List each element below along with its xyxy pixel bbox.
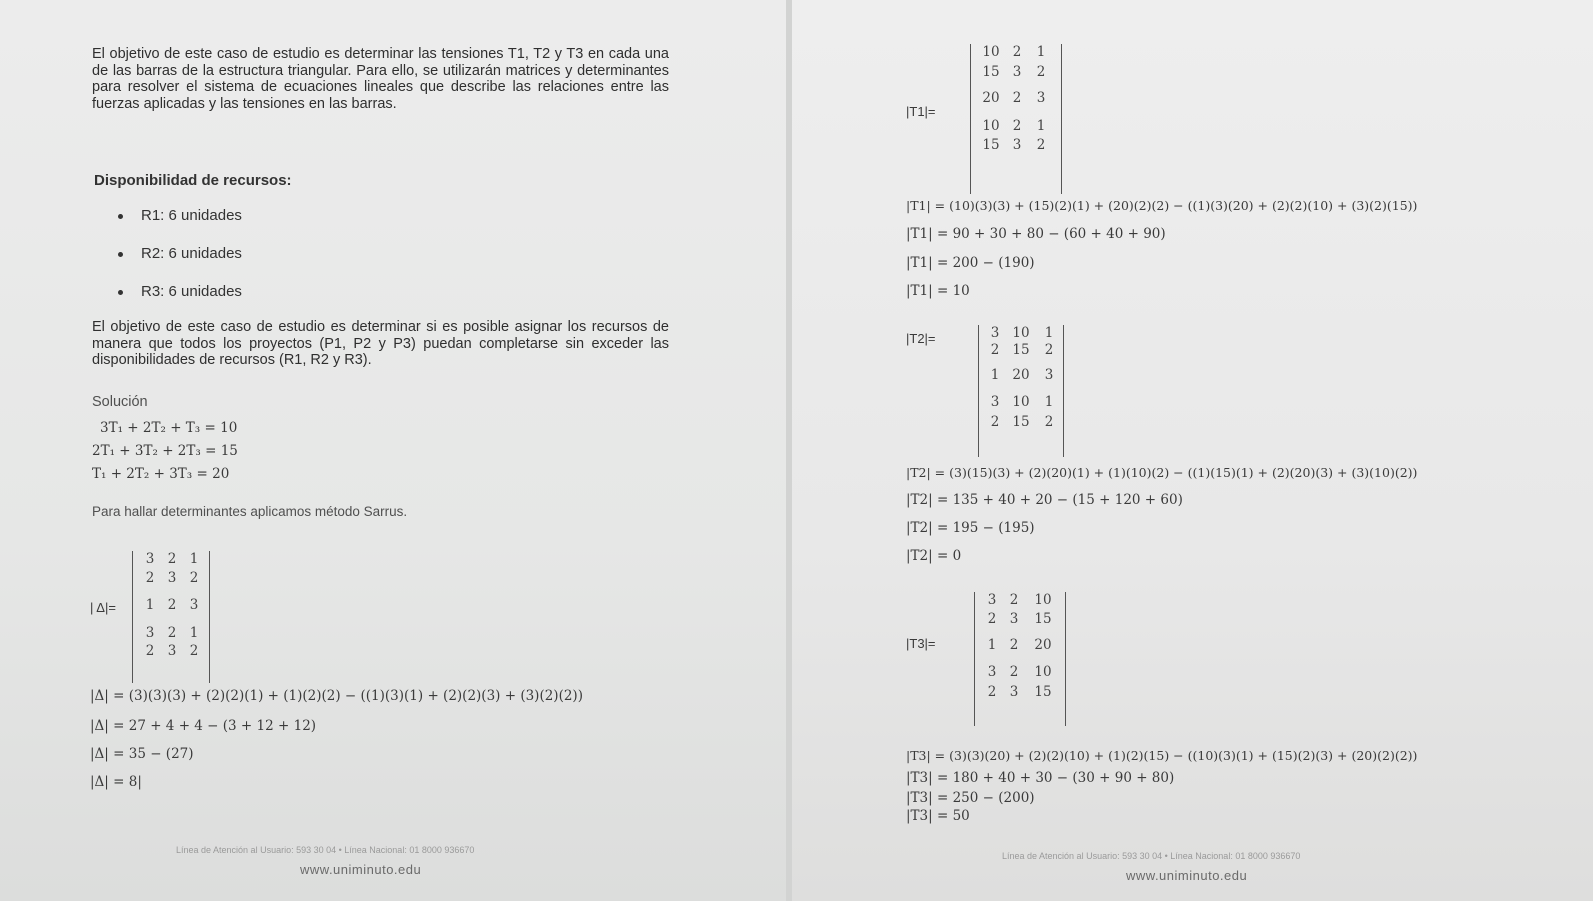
t3-step: |T3| = (3)(3)(20) + (2)(2)(10) + (1)(2)(15) − ((10)(3)(1) + (15)(2)(3) + (20)(2)(2)) xyxy=(906,748,1418,763)
footer-website: www.uniminuto.edu xyxy=(300,862,422,877)
delta-result: |Δ| = 8| xyxy=(90,774,142,790)
footer-contact: Línea de Atención al Usuario: 593 30 04 • Línea Nacional: 01 8000 936670 xyxy=(176,845,475,855)
system-equation: 3T₁ + 2T₂ + T₃ = 10 xyxy=(100,420,238,436)
resource-item xyxy=(118,207,242,224)
bullet-dot xyxy=(118,290,123,295)
t2-result: |T2| = 0 xyxy=(906,548,962,564)
delta-step: |Δ| = (3)(3)(3) + (2)(2)(1) + (1)(2)(2) − ((1)(3)(1) + (2)(2)(3) + (3)(2)(2)) xyxy=(90,688,583,704)
matrix-row: 1 2 3 xyxy=(145,597,199,613)
delta-label: | Δ|= xyxy=(90,600,116,615)
t3-matrix xyxy=(974,592,1066,726)
matrix-row: 15 3 2 xyxy=(982,137,1046,153)
t3-step: |T3| = 180 + 40 + 30 − (30 + 90 + 80) xyxy=(906,770,1175,786)
t2-step: |T2| = 195 − (195) xyxy=(906,520,1035,536)
matrix-row: 3 10 1 xyxy=(990,325,1054,341)
intro-paragraph: El objetivo de este caso de estudio es determinar las tensiones T1, T2 y T3 en cada una de las barras de la estructura triangular. Para ello, se utilizarán matrices y determinantes para resolver el sistema de ecuaciones lineales que describe las relaciones entre las fuerzas aplicadas y las tensiones en las barras. xyxy=(92,46,669,112)
matrix-row: 3 2 10 xyxy=(987,664,1052,680)
t2-step: |T2| = (3)(15)(3) + (2)(20)(1) + (1)(10)(2) − ((1)(15)(1) + (2)(20)(3) + (3)(10)(2)) xyxy=(906,465,1418,480)
matrix-row: 1 2 20 xyxy=(987,637,1052,653)
matrix-row: 2 3 2 xyxy=(145,643,199,659)
objective-paragraph: El objetivo de este caso de estudio es determinar si es posible asignar los recursos de manera que todos los proyectos (P1, P2 y P3) puedan completarse sin exceder las disponibilidades de recursos (R1, R2 y R3). xyxy=(92,319,669,368)
matrix-row: 2 3 2 xyxy=(145,570,199,586)
delta-step: |Δ| = 35 − (27) xyxy=(90,746,194,762)
t2-matrix xyxy=(978,325,1064,457)
system-equation: 2T₁ + 3T₂ + 2T₃ = 15 xyxy=(92,443,238,459)
footer-contact: Línea de Atención al Usuario: 593 30 04 • Línea Nacional: 01 8000 936670 xyxy=(1002,851,1301,861)
bullet-dot xyxy=(118,214,123,219)
matrix-row: 3 10 1 xyxy=(990,394,1054,410)
system-equation: T₁ + 2T₂ + 3T₃ = 20 xyxy=(92,466,230,482)
footer-website: www.uniminuto.edu xyxy=(1126,868,1248,883)
t1-matrix xyxy=(970,44,1062,194)
matrix-row: 2 3 15 xyxy=(987,684,1052,700)
t1-step: |T1| = 200 − (190) xyxy=(906,255,1035,271)
matrix-row: 1 20 3 xyxy=(990,367,1054,383)
resource-item xyxy=(118,245,242,262)
t1-step: |T1| = (10)(3)(3) + (15)(2)(1) + (20)(2)(2) − ((1)(3)(20) + (2)(2)(10) + (3)(2)(15)) xyxy=(906,198,1418,213)
resource-item xyxy=(118,283,242,300)
matrix-row: 2 15 2 xyxy=(990,342,1054,358)
matrix-row: 2 3 15 xyxy=(987,611,1052,627)
t1-label: |T1|= xyxy=(906,104,936,119)
right-page xyxy=(792,0,1593,901)
sarrus-note: Para hallar determinantes aplicamos método Sarrus. xyxy=(92,504,408,519)
matrix-row: 10 2 1 xyxy=(982,44,1046,60)
t3-result: |T3| = 50 xyxy=(906,808,970,824)
matrix-row: 3 2 10 xyxy=(987,592,1052,608)
matrix-row: 3 2 1 xyxy=(145,551,199,567)
matrix-row: 2 15 2 xyxy=(990,414,1054,430)
solution-label: Solución xyxy=(92,394,148,410)
matrix-row: 15 3 2 xyxy=(982,64,1046,80)
t3-step: |T3| = 250 − (200) xyxy=(906,790,1035,806)
t2-step: |T2| = 135 + 40 + 20 − (15 + 120 + 60) xyxy=(906,492,1183,508)
t3-label: |T3|= xyxy=(906,636,936,651)
matrix-row: 3 2 1 xyxy=(145,625,199,641)
resource-label: R1: 6 unidades xyxy=(141,207,242,224)
resource-label: R2: 6 unidades xyxy=(141,245,242,262)
delta-step: |Δ| = 27 + 4 + 4 − (3 + 12 + 12) xyxy=(90,718,317,734)
matrix-row: 20 2 3 xyxy=(982,90,1046,106)
resources-heading: Disponibilidad de recursos: xyxy=(94,172,292,189)
bullet-dot xyxy=(118,252,123,257)
t1-result: |T1| = 10 xyxy=(906,283,970,299)
matrix-row: 10 2 1 xyxy=(982,118,1046,134)
delta-matrix xyxy=(132,551,210,683)
resource-label: R3: 6 unidades xyxy=(141,283,242,300)
t1-step: |T1| = 90 + 30 + 80 − (60 + 40 + 90) xyxy=(906,226,1166,242)
t2-label: |T2|= xyxy=(906,331,936,346)
